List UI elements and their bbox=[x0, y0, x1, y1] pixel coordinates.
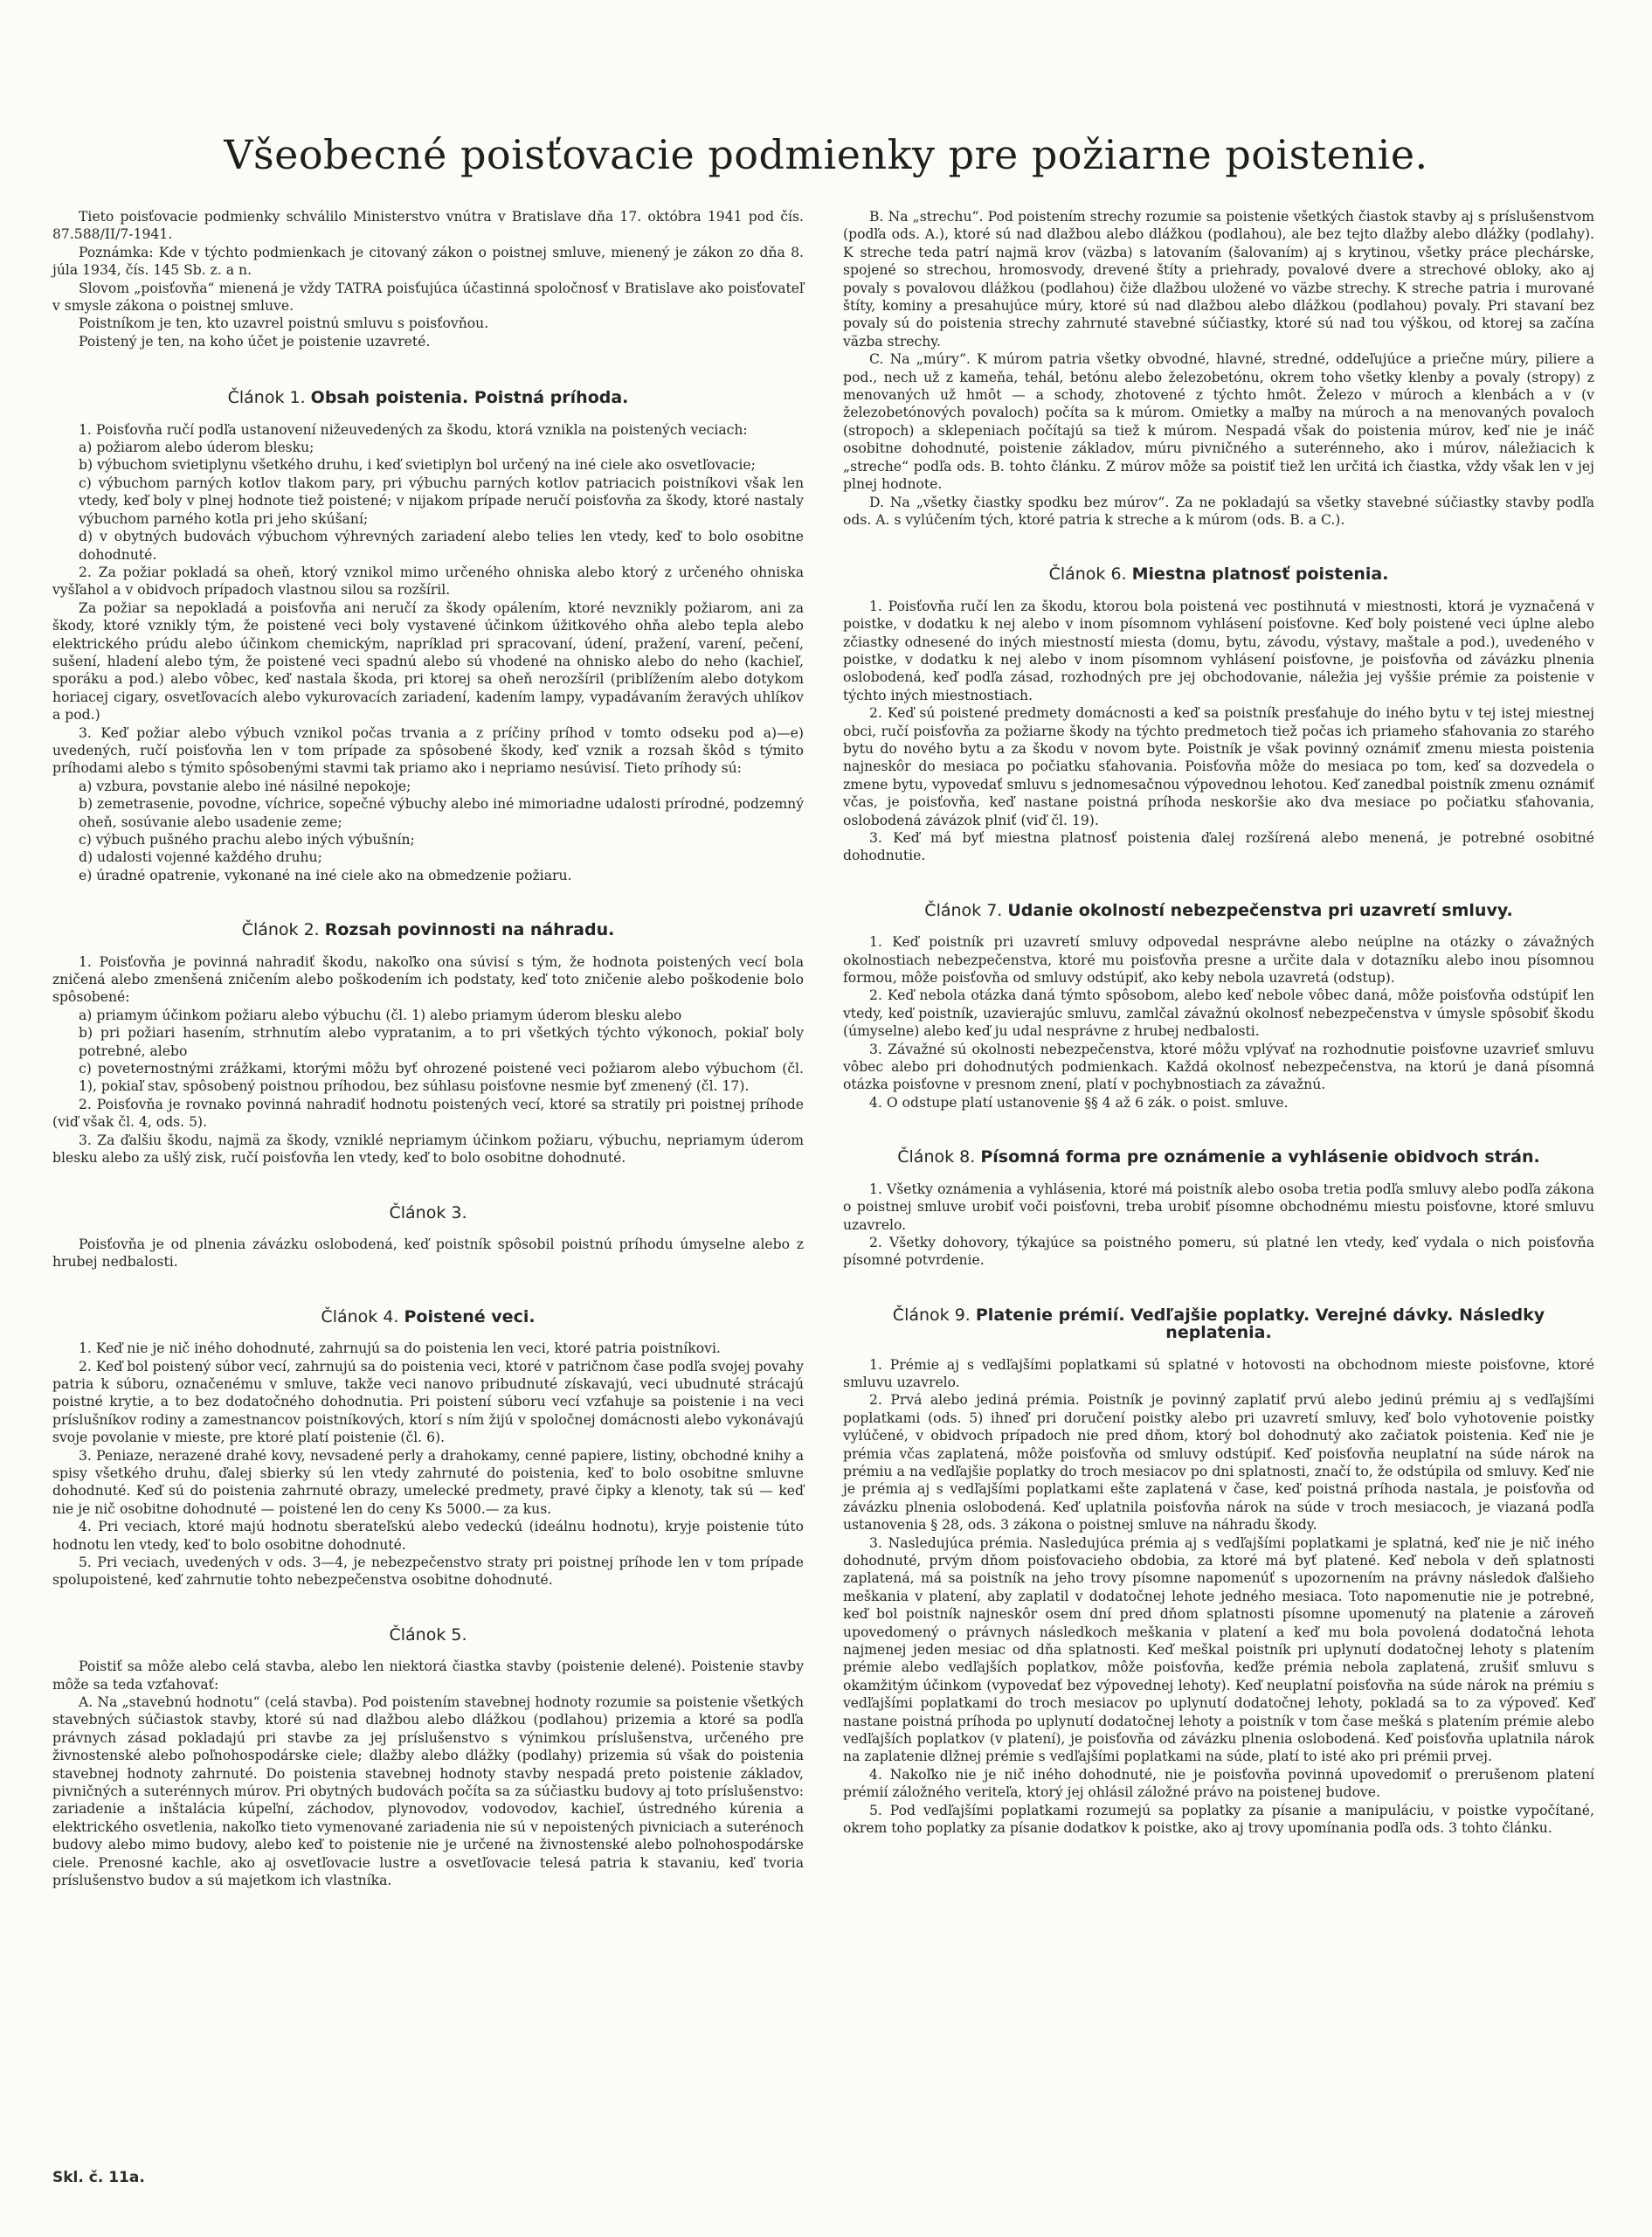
article-paragraph: 1. Poisťovňa ručí len za škodu, ktorou bola poistená vec postihnutá v miestnosti, ktorá je vyznačená v poistke, v dodatku k nej alebo v inom písomnom vyhlásení poisťovne. Keď boly poistené veci úplne alebo zčiastky odnesené do iných miestností miesta (domu, bytu, závodu, výstavy, maštale a pod.), uvedeného v poistke, v dodatku k nej alebo v inom písomnom vyhlásení poisťovne, je poisťovňa od závázku plnenia oslobodená, keď podľa zásad, rozhodných pre jej obchodovanie, náležia jej vyššie prémie za poistenie v týchto iných miestnostiach. bbox=[843, 598, 1594, 703]
article-paragraph: 2. Keď nebola otázka daná týmto spôsobom, alebo keď nebole vôbec daná, môže poisťovňa odstúpiť len vtedy, keď poistník, uzavierajúc smluvu, zamlčal závažnú okolnosť nebezpečenstva v úmysle spôsobiť škodu (úmyselne) alebo keď ju udal nesprávne z hrubej nedbalosti. bbox=[843, 987, 1594, 1040]
article-paragraph: 2. Prvá alebo jediná prémia. Poistník je povinný zaplatiť prvú alebo jedinú prémiu aj s vedľajšími poplatkami (ods. 5) ihneď pri doručení poistky alebo pri uzavretí smluvy, keď bolo vyhotovenie poistky vylúčené, v obidvoch prípadoch nie pred dňom, ktorý bol dohodnutý ako začiatok poistenia. Keď nie je prémia včas zaplatená, môže poisťovňa od smluvy odstúpiť. Keď poisťovňa neuplatní na súde nárok na prémiu a na vedľajšie poplatky do troch mesiacov po dni splatnosti, značí to, že odstúpila od smluvy. Keď nie je prémia aj s vedľajšími poplatkami ešte zaplatená v čase, keď poistná príhoda nastala, je poisťovňa od závázku plnenia oslobodená. Keď uplatnila poisťovňa nárok na súde v troch mesiacoch, je viazaná podľa ustanovenia § 28, ods. 3 zákona o poistnej smluve na náhradu škody. bbox=[843, 1392, 1594, 1534]
article-label: Článok 2. bbox=[241, 920, 320, 940]
article-heading bbox=[843, 565, 1594, 583]
document-title: Všeobecné poisťovacie podmienky pre požiarne poistenie. bbox=[224, 131, 1428, 178]
article-title: Poistené veci. bbox=[404, 1306, 536, 1326]
article-section bbox=[52, 389, 804, 884]
article-section bbox=[843, 1306, 1594, 1838]
article-paragraph: 3. Nasledujúca prémia. Nasledujúca prémia aj s vedľajšími poplatkami je splatná, keď nie je nič iného dohodnuté, prvým dňom poisťovacieho obdobia, za ktoré má byť platené. Keď nebola v deň splatnosti zaplatená, má sa poistník na jeho trovy písomne napomenúť s upozornením na právny následok ďalšieho meškania v platení, aby zaplatil v dodatočnej lehote jedného mesiaca. Toto napomenutie nie je potrebné, keď bol poistník najneskôr osem dní pred dňom splatnosti písomne upomenutý na platenie a zároveň upovedomený o právnych následkoch meškania v platení a keď mu bola povolená dodatočná lehota najmenej jeden mesiac od dňa splatnosti. Keď meškal poistník pri uplynutí dodatočnej lehoty s platením prémie alebo vedľajších poplatkov, môže poisťovňa, keďže prémia nebola zaplatená, zrušiť smluvu s okamžitým účinkom (vypovedať bez výpovednej lehoty). Keď neuplatní poisťovňa na súde nárok na prémiu s vedľajšími poplatkami do troch mesiacov po uplynutí dodatočnej lehoty, pokladá sa to za výpoveď. Keď nastane poistná príhoda po uplynutí dodatočnej lehoty a poistník v tom čase mešká s platením prémie alebo vedľajších poplatkov (v platení), je poisťovňa od závázku plnenia oslobodená. Keď poisťovňa uplatnila nárok na zaplatenie dlžnej prémie s vedľajšími poplatkami na súde, platí to isté ako pri prémii prvej. bbox=[843, 1534, 1594, 1765]
article-heading bbox=[843, 1148, 1594, 1166]
article-label: Článok 3. bbox=[389, 1202, 467, 1222]
article-label: Článok 8. bbox=[897, 1147, 976, 1167]
left-articles bbox=[52, 389, 804, 1889]
intro-block bbox=[52, 208, 804, 350]
article-section bbox=[52, 1308, 804, 1589]
right-articles bbox=[843, 208, 1594, 1838]
article-section bbox=[843, 1148, 1594, 1269]
article-paragraph: 1. Poisťovňa je povinná nahradiť škodu, nakoľko ona súvisí s tým, že hodnota poistených vecí bola zničená alebo zmenšená zničením alebo poškodením ich podstaty, keď toto zničenie alebo poškodenie bolo spôsobené: bbox=[52, 953, 804, 1006]
list-item: c) výbuch pušného prachu alebo iných výbušnín; bbox=[79, 832, 415, 848]
list-item: e) úradné opatrenie, vykonané na iné ciele ako na obmedzenie požiaru. bbox=[79, 867, 572, 883]
list-item: d) udalosti vojenné každého druhu; bbox=[79, 849, 322, 866]
article-heading bbox=[843, 1306, 1594, 1342]
article-paragraph: 3. Peniaze, nerazené drahé kovy, nevsadené perly a drahokamy, cenné papiere, listiny, obchodné knihy a spisy všetkého druhu, ďalej sbierky sú len vtedy zahrnuté do poistenia, keď to bolo osobitne smluvne dohodnuté. Keď sú do poistenia zahrnuté obrazy, umelecké predmety, pravé čipky a klenoty, tak sú — keď nie je nič osobitne dohodnuté — poistené len do ceny Ks 5000.— za kus. bbox=[52, 1447, 804, 1517]
article-label: Článok 7. bbox=[924, 900, 1003, 920]
article-paragraph: 3. Závažné sú okolnosti nebezpečenstva, ktoré môžu vplývať na rozhodnutie poisťovne uzavrieť smluvu vôbec alebo pri dohodnutých podmienkach. Každá okolnosť nebezpečenstva, na ktorú je daná písomná otázka poisťovne v presnom znení, platí v pochybnostiach za závažnú. bbox=[843, 1041, 1594, 1093]
article-heading bbox=[52, 1204, 804, 1222]
list-item: c) výbuchom parných kotlov tlakom pary, pri výbuchu parných kotlov patriacich poistníkovi však len vtedy, keď boly v plnej hodnote tiež poistené; v nijakom prípade neručí poisťovňa za škody, ktoré nastaly výbuchom parného kotla pri jeho skúšaní; bbox=[79, 474, 804, 527]
intro-paragraph: Poistníkom je ten, kto uzavrel poistnú smluvu s poisťovňou. bbox=[79, 315, 489, 332]
article-paragraph: 5. Pri veciach, uvedených v ods. 3—4, je nebezpečenstvo straty pri poistnej príhode len v tom prípade spolupoistené, keď zahrnutie tohto nebezpečenstva osobitne dohodnuté. bbox=[52, 1555, 804, 1589]
intro-paragraph: Tieto poisťovacie podmienky schválilo Ministerstvo vnútra v Bratislave dňa 17. októbra 1941 pod čís. 87.588/II/7-1941. bbox=[52, 209, 804, 243]
article-paragraph: 3. Za ďalšiu škodu, najmä za škody, vzniklé nepriamym účinkom požiaru, výbuchu, nepriamym úderom blesku alebo za ušlý zisk, ručí poisťovňa len vtedy, keď to bolo osobitne dohodnuté. bbox=[52, 1132, 804, 1167]
article-heading bbox=[52, 389, 804, 406]
intro-paragraph: Poznámka: Kde v týchto podmienkach je citovaný zákon o poistnej smluve, mienený je zákon zo dňa 8. júla 1934, čís. 145 Sb. z. a n. bbox=[52, 244, 804, 279]
article-title: Písomná forma pre oznámenie a vyhlásenie obidvoch strán. bbox=[980, 1147, 1540, 1167]
article-paragraph: 1. Všetky oznámenia a vyhlásenia, ktoré má poistník alebo osoba tretia podľa smluvy alebo podľa zákona o poistnej smluve urobiť voči poisťovni, treba urobiť písomne obchodnému miestu poisťovne, ktoré smluvu uzavrelo. bbox=[843, 1181, 1594, 1233]
article-heading bbox=[52, 1308, 804, 1326]
article-paragraph: 4. Pri veciach, ktoré majú hodnotu sberateľskú alebo vedeckú (ideálnu hodnotu), kryje poistenie túto hodnotu len vtedy, keď to bolo osobitne dohodnuté. bbox=[52, 1519, 804, 1553]
article-label: Článok 4. bbox=[321, 1306, 399, 1326]
list-item: d) v obytných budovách výbuchom výhrevných zariadení alebo telies len vtedy, keď to bolo osobitne dohodnuté. bbox=[79, 529, 804, 563]
intro-paragraph: Poistený je ten, na koho účet je poistenie uzavreté. bbox=[79, 333, 431, 350]
article-heading bbox=[52, 1626, 804, 1644]
article-paragraph: Poistiť sa môže alebo celá stavba, alebo len niektorá čiastka stavby (poistenie delené). Poistenie stavby môže sa teda vzťahovať: bbox=[52, 1659, 804, 1693]
article-title: Miestna platnosť poistenia. bbox=[1131, 564, 1389, 585]
article-paragraph: 1. Poisťovňa ručí podľa ustanovení nižeuvedených za škodu, ktorá vznikla na poistených veciach: bbox=[79, 421, 748, 438]
article-paragraph: Poisťovňa je od plnenia závázku oslobodená, keď poistník spôsobil poistnú príhodu úmyselne alebo z hrubej nedbalosti. bbox=[52, 1236, 804, 1271]
article-title: Obsah poistenia. Poistná príhoda. bbox=[310, 388, 629, 408]
article-paragraph: 1. Keď nie je nič iného dohodnuté, zahrnujú sa do poistenia len veci, ktoré patria poistníkovi. bbox=[79, 1340, 721, 1357]
article-title: Udanie okolností nebezpečenstva pri uzavretí smluvy. bbox=[1007, 900, 1513, 920]
article-section bbox=[843, 208, 1594, 529]
article-paragraph: 3. Keď má byť miestna platnosť poistenia ďalej rozšírená alebo menená, je potrebné osobitné dohodnutie. bbox=[843, 830, 1594, 864]
article-section bbox=[52, 1626, 804, 1890]
article-title: Platenie prémií. Vedľajšie poplatky. Verejné dávky. Následky neplatenia. bbox=[975, 1305, 1545, 1343]
article-paragraph: 4. Nakoľko nie je nič iného dohodnuté, nie je poisťovňa povinná upovedomiť o prerušenom platení prémií záložného veriteľa, ktorý jej ohlásil záložné právo na poistenej budove. bbox=[843, 1766, 1594, 1801]
right-column bbox=[843, 208, 1594, 1838]
article-section bbox=[52, 921, 804, 1167]
form-number: Skl. č. 11a. bbox=[52, 2169, 145, 2186]
article-paragraph: D. Na „všetky čiastky spodku bez múrov“. Za ne pokladajú sa všetky stavebné súčiastky stavby podľa ods. A. s vylúčením tých, ktoré patria k streche a k múrom (ods. B. a C.). bbox=[843, 494, 1594, 528]
article-label: Článok 9. bbox=[892, 1305, 971, 1325]
article-paragraph: 5. Pod vedľajšími poplatkami rozumejú sa poplatky za písanie a manipuláciu, v poistke vypočítané, okrem toho poplatky za písanie dodatkov k poistke, ako aj trovy upomínania podľa ods. 3 tohto článku. bbox=[843, 1802, 1594, 1837]
article-paragraph: 2. Za požiar pokladá sa oheň, ktorý vznikol mimo určeného ohniska alebo ktorý z určeného ohniska vyšľahol a v obidvoch prípadoch vlastnou silou sa rozšíril. bbox=[52, 564, 804, 599]
article-paragraph: 1. Prémie aj s vedľajšími poplatkami sú splatné v hotovosti na obchodnom mieste poisťovne, ktoré smluvu uzavrelo. bbox=[843, 1356, 1594, 1390]
list-item: a) požiarom alebo úderom blesku; bbox=[79, 440, 315, 456]
article-paragraph: 4. O odstupe platí ustanovenie §§ 4 až 6 zák. o poist. smluve. bbox=[869, 1094, 1289, 1111]
article-paragraph: 2. Keď sú poistené predmety domácnosti a keď sa poistník presťahuje do iného bytu v tej istej miestnej obci, ručí poisťovňa za požiarne škody na týchto predmetoch tiež počas ich priameho sťahovania zo starého bytu do nového bytu a za škodu v novom byte. Poistník je však povinný oznámiť zmenu miesta poistenia najneskôr do mesiaca po počiatku sťahovania. Poisťovňa môže do mesiaca po tom, keď sa dozvedela o zmene bytu, vypovedať smluvu s jednomesačnou výpovednou lehotou. Keď zanedbal poistník zmenu oznámiť včas, je poisťovňa, keď nastane poistná príhoda neskoršie ako dva mesiace po počiatku sťahovania, oslobodená závázok plniť (viď čl. 19). bbox=[843, 705, 1594, 828]
article-paragraph: 1. Keď poistník pri uzavretí smluvy odpovedal nesprávne alebo neúplne na otázky o závažných okolnostiach nebezpečenstva, ktoré mu poisťovňa presne a určite dala v dotazníku alebo inou písomnou formou, môže poisťovňa od smluvy odstúpiť, ako keby nebola uzavretá (odstup). bbox=[843, 934, 1594, 987]
article-paragraph: 2. Keď bol poistený súbor vecí, zahrnujú sa do poistenia veci, ktoré v patričnom čase podľa svojej povahy patria k súboru, označenému v smluve, takže veci nanovo pribudnuté získavajú, veci ubudnuté strácajú poistné krytie, a to bez dodatočného dohodnutia. Pri poistení súboru vecí vzťahuje sa poistenie i na veci príslušníkov rodiny a zamestnancov poistníkových, ktorí s ním žijú v spoločnej domácnosti alebo vykonávajú svoje povolanie v mieste, pre ktoré platí poistenie (čl. 6). bbox=[52, 1358, 804, 1446]
list-item: b) zemetrasenie, povodne, víchrice, sopečné výbuchy alebo iné mimoriadne udalosti prírodné, podzemný oheň, sosúvanie alebo usadenie zeme; bbox=[79, 796, 805, 830]
article-label: Článok 1. bbox=[227, 388, 306, 408]
list-item: b) pri požiari hasením, strhnutím alebo vypratanim, a to pri všetkých týchto výkonoch, pokiaľ boly potrebné, alebo bbox=[79, 1025, 804, 1059]
article-label: Článok 6. bbox=[1048, 564, 1127, 585]
article-section bbox=[843, 565, 1594, 865]
list-item: b) výbuchom svietiplynu všetkého druhu, i keď svietiplyn bol určený na iné ciele ako osvetľovacie; bbox=[79, 457, 756, 474]
list-item: a) vzbura, povstanie alebo iné násilné nepokoje; bbox=[79, 778, 411, 794]
article-heading bbox=[52, 921, 804, 938]
article-section bbox=[843, 902, 1594, 1112]
article-heading bbox=[843, 902, 1594, 919]
list-item: c) poveternostnými zrážkami, ktorými môžu byť ohrozené poistené veci požiarom alebo výbuchom (čl. 1), pokiaľ stav, spôsobený poistnou príhodou, bez súhlasu poisťovne nesmie byť zmenený (čl. 17). bbox=[79, 1061, 804, 1095]
left-column bbox=[52, 208, 804, 1890]
article-section bbox=[52, 1204, 804, 1271]
list-item: a) priamym účinkom požiaru alebo výbuchu (čl. 1) alebo priamym úderom blesku alebo bbox=[79, 1007, 682, 1023]
article-paragraph: A. Na „stavebnú hodnotu“ (celá stavba). Pod poistením stavebnej hodnoty rozumie sa poistenie všetkých stavebných súčiastok stavby, ktoré sú nad dlažbou alebo dlážkou (podlahou) prizemia a ktoré sa podľa právnych zásad pokladajú pri stavbe za jej príslušenstvo s výnimkou príslušenstva, určeného pre živnostenské alebo poľnohospodárske ciele; dlažby alebo dlážky (podlahy) prizemia sú však do poistenia stavebnej hodnoty zahrnuté. Do poistenia stavebnej hodnoty stavby nespadá preto poistenie základov, pivničných a suterénnych múrov. Pri obytných budovách počíta sa za súčiastku budovy aj toto príslušenstvo: zariadenie a inštalácia kúpeľní, záchodov, plynovodov, vodovodov, kachieľ, ústredného kúrenia a elektrického osvetlenia, nakoľko tieto vymenované zariadenia nie sú v nepoistených pivniciach a suterénoch budovy alebo mimo budovy, alebo keď to poistenie nie je určené na živnostenské alebo poľnohospodárske ciele. Prenosné kachle, ako aj osvetľovacie lustre a osvetľovacie telesá patria k stavaniu, keď tvoria príslušenstvo budov a sú majetkom ich vlastníka. bbox=[52, 1694, 804, 1889]
article-paragraph: 2. Všetky dohovory, týkajúce sa poistného pomeru, sú platné len vtedy, keď vydala o nich poisťovňa písomné potvrdenie. bbox=[843, 1234, 1594, 1269]
article-paragraph: 2. Poisťovňa je rovnako povinná nahradiť hodnotu poistených vecí, ktoré sa stratily pri poistnej príhode (viď však čl. 4, ods. 5). bbox=[52, 1096, 804, 1131]
intro-paragraph: Slovom „poisťovňa“ mienená je vždy TATRA poisťujúca účastinná spoločnosť v Bratislave ako poisťovateľ v smysle zákona o poistnej smluve. bbox=[52, 280, 804, 315]
article-paragraph: 3. Keď požiar alebo výbuch vznikol počas trvania a z príčiny príhod v tomto odseku pod a)—e) uvedených, ručí poisťovňa len v tom prípade za spôsobené škody, keď vznik a rozsah škôd s týmito príhodami alebo s týmito spôsobenými stavmi tak priamo ako i nepriamo nesúvisí. Tieto príhody sú: bbox=[52, 724, 804, 777]
article-paragraph: Za požiar sa nepokladá a poisťovňa ani neručí za škody opálením, ktoré nevznikly požiarom, ani za škody, ktoré vznikly tým, že poistené veci boly vystavené účinkom úžitkového ohňa alebo tepla alebo elektrického prúdu alebo účinkom chemickým, napríklad pri spracovaní, údení, pražení, varení, pečení, sušení, hladení alebo tým, že poistené veci spadnú alebo sú vhodené na ohnisko alebo do neho (kachieľ, sporáku a pod.) alebo vôbec, keď nastala škoda, pri ktorej sa oheň nerozšíril (priblížením alebo dotykom horiacej cigary, osvetľovacích alebo vykurovacích zariadení, kadením lampy, vypadávaním žeravých uhlíkov a pod.) bbox=[52, 599, 804, 724]
article-paragraph: B. Na „strechu“. Pod poistením strechy rozumie sa poistenie všetkých čiastok stavby aj s príslušenstvom (podľa ods. A.), ktoré sú nad dlažbou alebo dlážkou (podlahou), ale bez tejto dlažby alebo dlážky (podlahy). K streche teda patrí najmä krov (väzba) s latovaním (šalovaním) aj s krytinou, všetky práce plechárske, spojené so strechou, hromosvody, drevené štíty a priehrady, povalové dvere a strechové obloky, ako aj povaly s povalovou dlážkou (podlahou) čiže dlažbou uložené vo väzbe strechy. K streche patria i murované štíty, kominy a presahujúce múry, ktoré sú nad dlažbou alebo dlážkou (podlahou) povaly. Pri stavaní bez povaly sú do poistenia strechy zahrnuté stavebné súčiastky, ktoré sú nad tou výškou, od ktorej sa začína väzba strechy. bbox=[843, 209, 1594, 350]
article-title: Rozsah povinnosti na náhradu. bbox=[324, 920, 615, 940]
article-label: Článok 5. bbox=[389, 1624, 467, 1645]
article-paragraph: C. Na „múry“. K múrom patria všetky obvodné, hlavné, stredné, oddeľujúce a priečne múry, piliere a pod., nech už z kameňa, tehál, betónu alebo železobetónu, okrem toho všetky klenby a povaly (stropy) z menovaných už hmôt — a schody, zhotovené z týchto hmôt. Železo v múroch a klenbách a v (v železobetónových povaloch) počíta sa k múrom. Omietky a maľby na múroch a na menovaných povaloch (stropoch) a sklepeniach počítajú sa tiež k múrom. Nespadá však do poistenia múrov, keď nie je ináč osobitne dohodnuté, poistenie základov, múru pivničného a suterénneho, ako i múrov, náležiacich k „streche“ podľa ods. B. tohto článku. Z múrov môže sa poistiť tiež len určitá ich čiastka, vždy však len v jej plnej hodnote. bbox=[843, 351, 1594, 493]
